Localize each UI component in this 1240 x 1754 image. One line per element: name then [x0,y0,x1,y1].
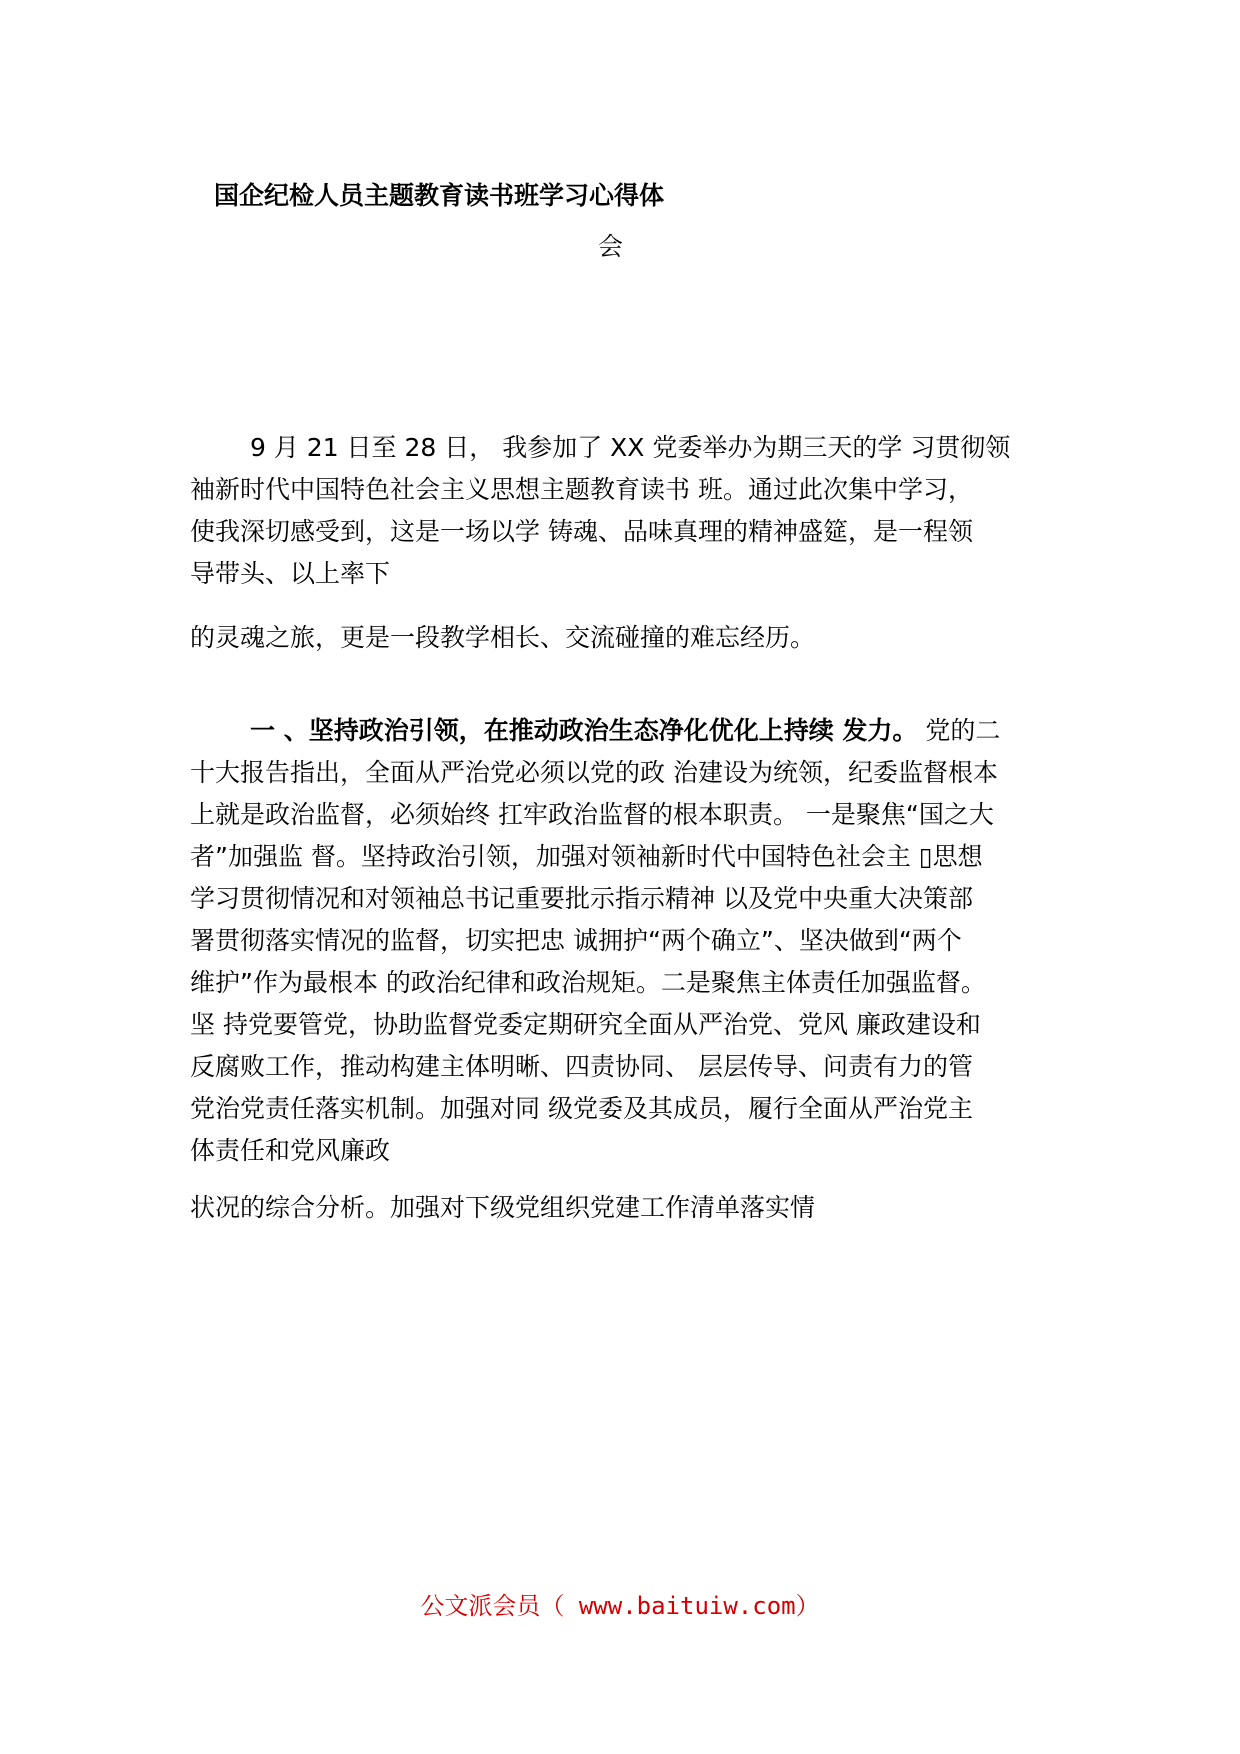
document-title: 国企纪检人员主题教育读书班学习心得体 [214,181,665,210]
paragraph-2-continuation-line: 状况的综合分析。加强对下级党组织党建工作清单落实情 [190,1193,816,1222]
paragraph-1-line: 使我深切感受到，这是一场以学 铸魂、品味真理的精神盛筵，是一程领 [190,517,973,546]
paragraph-2-line: 体责任和党风廉政 [190,1136,391,1165]
paragraph-2-line: 反腐败工作，推动构建主体明晰、四责协同、 层层传导、问责有力的管 [190,1052,973,1081]
section-heading: 一 、坚持政治引领，在推动政治生态净化优化上持续 发力。 [250,716,918,745]
paragraph-2-line: 维护”作为最根本 的政治纪律和政治规矩。二是聚焦主体责任加强监督。 [190,968,986,997]
paragraph-1-line: 9 月 21 日至 28 日， 我参加了 XX 党委举办为期三天的学 习贯彻领 [250,433,1011,462]
paragraph-1-line: 导带头、以上率下 [190,559,391,588]
paragraph-2 [190,710,1060,1172]
paragraph-2-first-line [190,710,1060,752]
paragraph-1 [190,427,1060,595]
footer-watermark[interactable] [0,1586,1240,1621]
document-title-continuation: 会 [598,232,624,261]
paragraph-1-continuation-line: 的灵魂之旅，更是一段教学相长、交流碰撞的难忘经历。 [190,623,816,652]
paragraph-2-line: 上就是政治监督，必须始终 扛牢政治监督的根本职责。 一是聚焦“国之大 [190,800,994,829]
paragraph-2-line: 十大报告指出，全面从严治党必须以党的政 治建设为统领，纪委监督根本 [190,758,998,787]
paragraph-2-line: 署贯彻落实情况的监督，切实把忠 诚拥护“两个确立”、坚决做到“两个 [190,926,962,955]
paragraph-2-line: 者”加强监 督。坚持政治引领，加强对领袖新时代中国特色社会主 ▯思想 [190,842,983,871]
paragraph-1-line: 袖新时代中国特色社会主义思想主题教育读书 班。通过此次集中学习， [190,475,973,504]
paragraph-1-continuation [190,617,1060,659]
paragraph-2-line: 党治党责任落实机制。加强对同 级党委及其成员，履行全面从严治党主 [190,1094,973,1123]
paragraph-2-first-tail: 党的二 [917,716,1001,745]
paragraph-2-line: 学习贯彻情况和对领袖总书记重要批示指示精神 以及党中央重大决策部 [190,884,973,913]
paragraph-2-line: 坚 持党要管党，协助监督党委定期研究全面从严治党、党风 廉政建设和 [190,1010,981,1039]
footer-label: 公文派会员 [420,1592,541,1620]
paragraph-2-continuation [190,1187,1060,1229]
footer-url[interactable]: （ www.baituiw.com） [540,1592,820,1620]
